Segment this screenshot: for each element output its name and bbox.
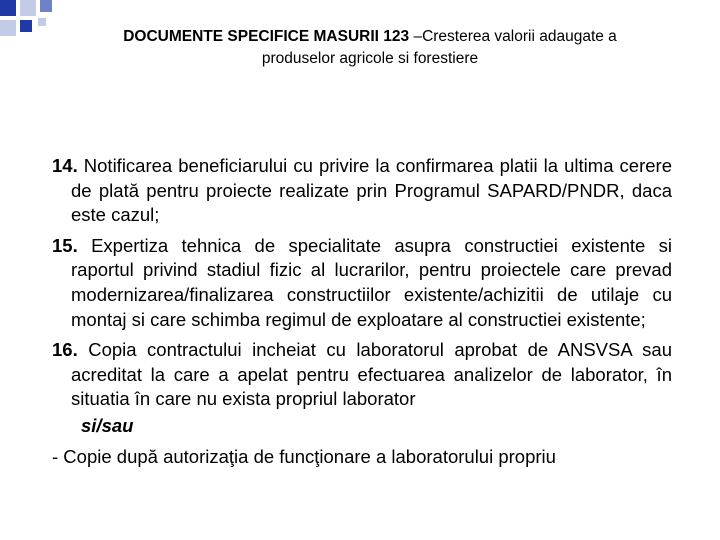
- list-item: [52, 234, 672, 332]
- item-number: 14.: [52, 155, 78, 176]
- conjunction: si/sau: [81, 414, 134, 436]
- deco-square: [0, 0, 16, 16]
- deco-square: [40, 0, 52, 12]
- list-item: [52, 338, 672, 412]
- title-bold: DOCUMENTE SPECIFICE MASURII 123: [123, 28, 410, 45]
- final-line: - Copie după autorizaţia de funcţionare a laboratorului propriu: [52, 445, 556, 467]
- title-line2: produselor agricole si forestiere: [261, 50, 479, 67]
- item-text: Notificarea beneficiarului cu privire la confirmarea platii la ultima cerere de plată pentru proiecte realizate prin Programul SAPARD/PNDR, daca este cazul;: [71, 155, 672, 226]
- deco-square: [20, 0, 36, 16]
- item-number: 15.: [52, 234, 78, 256]
- list-item: [52, 154, 672, 228]
- item-number: 16.: [52, 339, 78, 361]
- title-rest: –Cresterea valorii adaugate a: [409, 28, 617, 45]
- deco-square: [38, 18, 46, 26]
- page-title: [40, 26, 700, 70]
- item-text: Expertiza tehnica de specialitate asupra constructiei existente si raportul privind stadiul fizic al lucrarilor, pentru proiectele care prevad modernizarea/finalizarea constructiilor existente/achizitii de utilaje cu montaj si care schimba regimul de exploatare al constructiei existente;: [71, 234, 672, 330]
- item-text: Copia contractului incheiat cu laboratorul aprobat de ANSVSA sau acreditat la care a apelat pentru efectuarea analizelor de laborator, în situatia în care nu exista propriul laborator: [71, 339, 672, 410]
- document-body: [52, 154, 672, 469]
- deco-square: [20, 20, 32, 32]
- deco-square: [0, 20, 16, 36]
